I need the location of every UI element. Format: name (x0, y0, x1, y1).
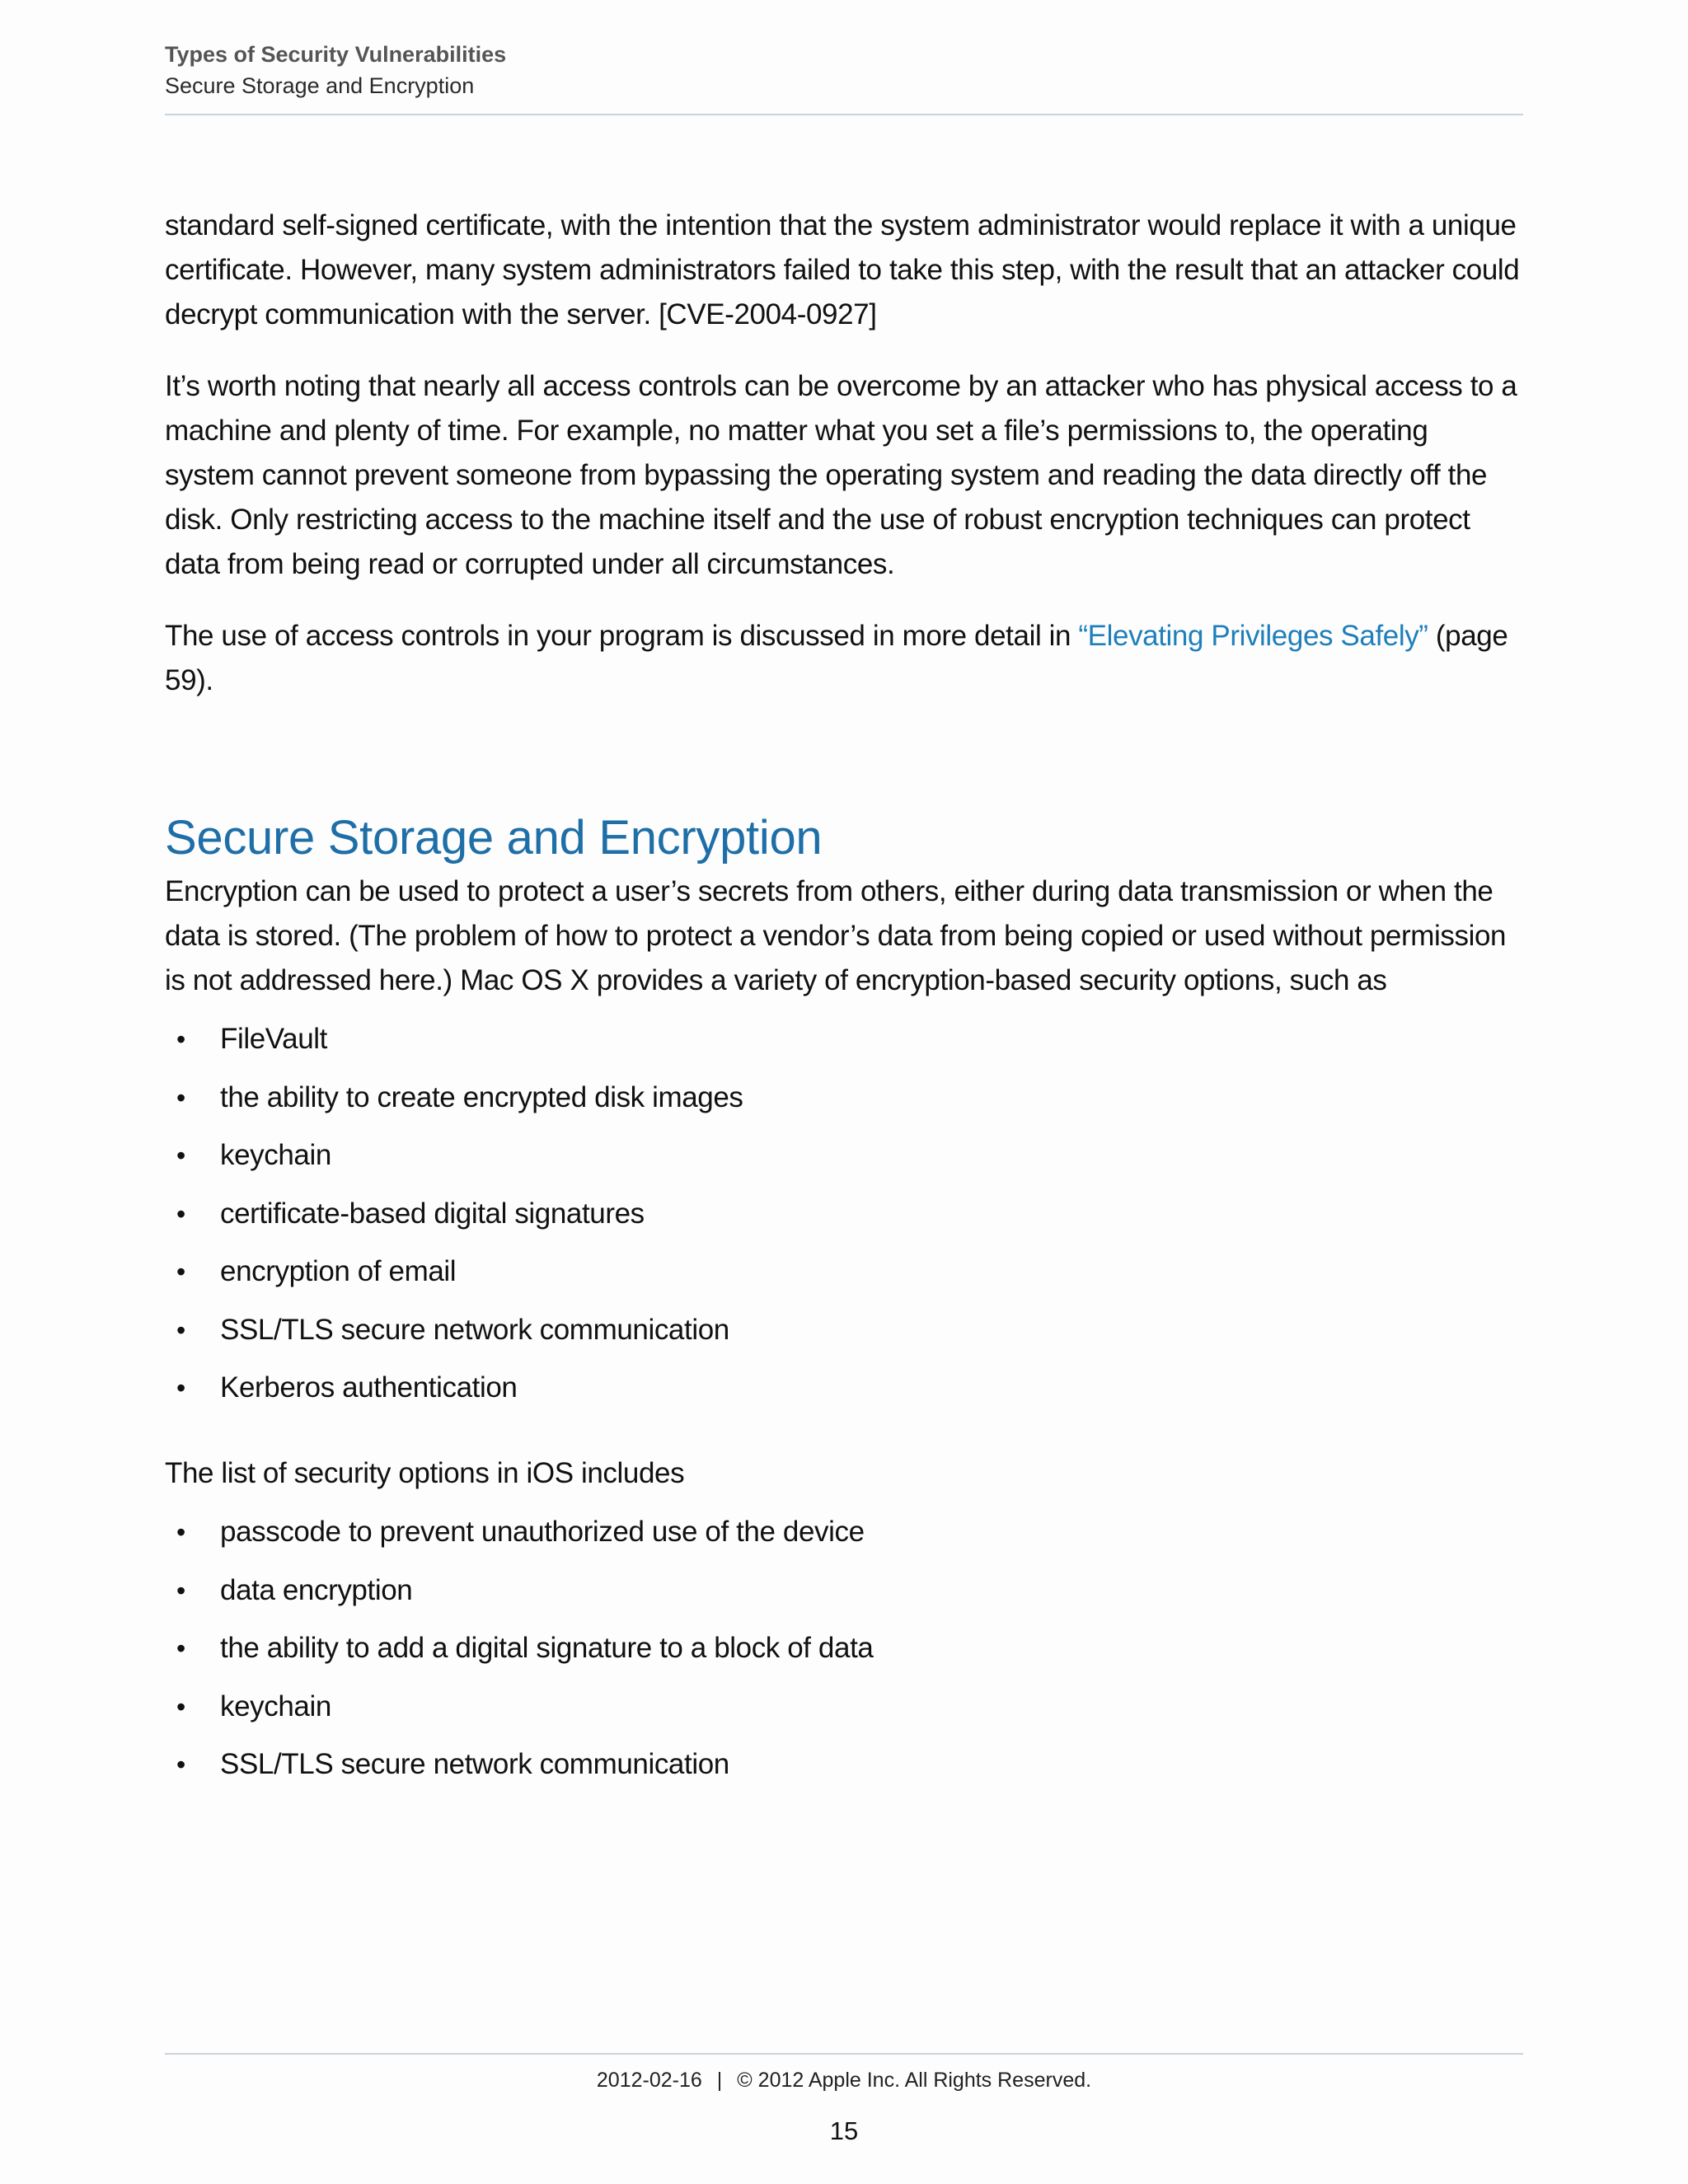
header-divider (165, 114, 1523, 115)
footer-date: 2012-02-16 (596, 2069, 702, 2092)
bullet-icon: • (176, 1082, 185, 1113)
list-item-text: FileVault (220, 1023, 327, 1055)
paragraph-access-controls-reference (165, 614, 1523, 703)
bullet-icon: • (176, 1633, 185, 1663)
list-item (165, 1192, 1523, 1236)
bullet-icon: • (176, 1373, 185, 1403)
list-item (165, 1076, 1523, 1120)
header-chapter-title: Types of Security Vulnerabilities (165, 42, 507, 67)
bullet-icon: • (176, 1198, 185, 1229)
list-item-text: keychain (220, 1690, 331, 1722)
bullet-icon: • (176, 1575, 185, 1605)
list-item-text: SSL/TLS secure network communication (220, 1748, 729, 1780)
bullet-icon: • (176, 1517, 185, 1547)
list-item (165, 1742, 1523, 1787)
bullet-icon: • (176, 1315, 185, 1345)
list-item (165, 1366, 1523, 1410)
list-item-text: keychain (220, 1139, 331, 1171)
reference-text-after: (page 59). (165, 620, 1508, 696)
paragraph-ios-intro: The list of security options in iOS includes (165, 1457, 685, 1489)
paragraph-physical-access: It’s worth noting that nearly all access controls can be overcome by an attacker who has physical access to a machine and plenty of time. For example, no matter what you set a file’s permissions to, the operating system cannot prevent someone from bypassing the operating system and reading the data directly off the disk. Only restricting access to the machine itself and the use of robust encryption techniques can protect data from being read or corrupted under all circumstances. (165, 370, 1517, 580)
footer (0, 2065, 1688, 2095)
list-item-text: encryption of email (220, 1255, 457, 1287)
list-item (165, 1568, 1523, 1613)
list-item-text: Kerberos authentication (220, 1371, 518, 1404)
list-item (165, 1685, 1523, 1729)
bullet-icon: • (176, 1691, 185, 1722)
list-item-text: certificate-based digital signatures (220, 1197, 645, 1230)
list-item (165, 1133, 1523, 1178)
paragraph-encryption-intro: Encryption can be used to protect a user’s secrets from others, either during data transmission or when the data is stored. (The problem of how to protect a vendor’s data from being copied or used without permission is not addressed here.) Mac OS X provides a variety of encryption-based security options, such as (165, 875, 1507, 996)
list-item-text: the ability to add a digital signature to a block of data (220, 1632, 874, 1664)
elevating-privileges-link[interactable]: “Elevating Privileges Safely” (1078, 620, 1428, 652)
footer-separator: | (716, 2069, 723, 2092)
list-item (165, 1249, 1523, 1294)
list-item (165, 1626, 1523, 1671)
list-item-text: data encryption (220, 1573, 413, 1606)
bullet-icon: • (176, 1024, 185, 1054)
page-content (165, 204, 1523, 1801)
header-section-title: Secure Storage and Encryption (165, 73, 475, 98)
macos-security-options-list (165, 1017, 1523, 1410)
footer-copyright: © 2012 Apple Inc. All Rights Reserved. (737, 2069, 1092, 2092)
section-heading: Secure Storage and Encryption (165, 811, 823, 865)
list-item (165, 1308, 1523, 1352)
footer-divider (165, 2053, 1523, 2055)
list-item-text: passcode to prevent unauthorized use of the device (220, 1516, 865, 1548)
list-item-text: SSL/TLS secure network communication (220, 1313, 729, 1346)
list-item (165, 1510, 1523, 1554)
running-header (165, 40, 1523, 102)
list-item-text: the ability to create encrypted disk images (220, 1080, 743, 1113)
bullet-icon: • (176, 1257, 185, 1286)
list-item (165, 1017, 1523, 1062)
paragraph-cve: standard self-signed certificate, with the intention that the system administrator would replace it with a unique certificate. However, many system administrators failed to take this step, with the result that an attacker could decrypt communication with the server. [CVE-2004-0927] (165, 209, 1520, 330)
page-number: 15 (829, 2116, 859, 2145)
bullet-icon: • (176, 1141, 185, 1170)
reference-text-before: The use of access controls in your program is discussed in more detail in (165, 620, 1079, 652)
ios-security-options-list (165, 1510, 1523, 1787)
bullet-icon: • (176, 1750, 185, 1779)
